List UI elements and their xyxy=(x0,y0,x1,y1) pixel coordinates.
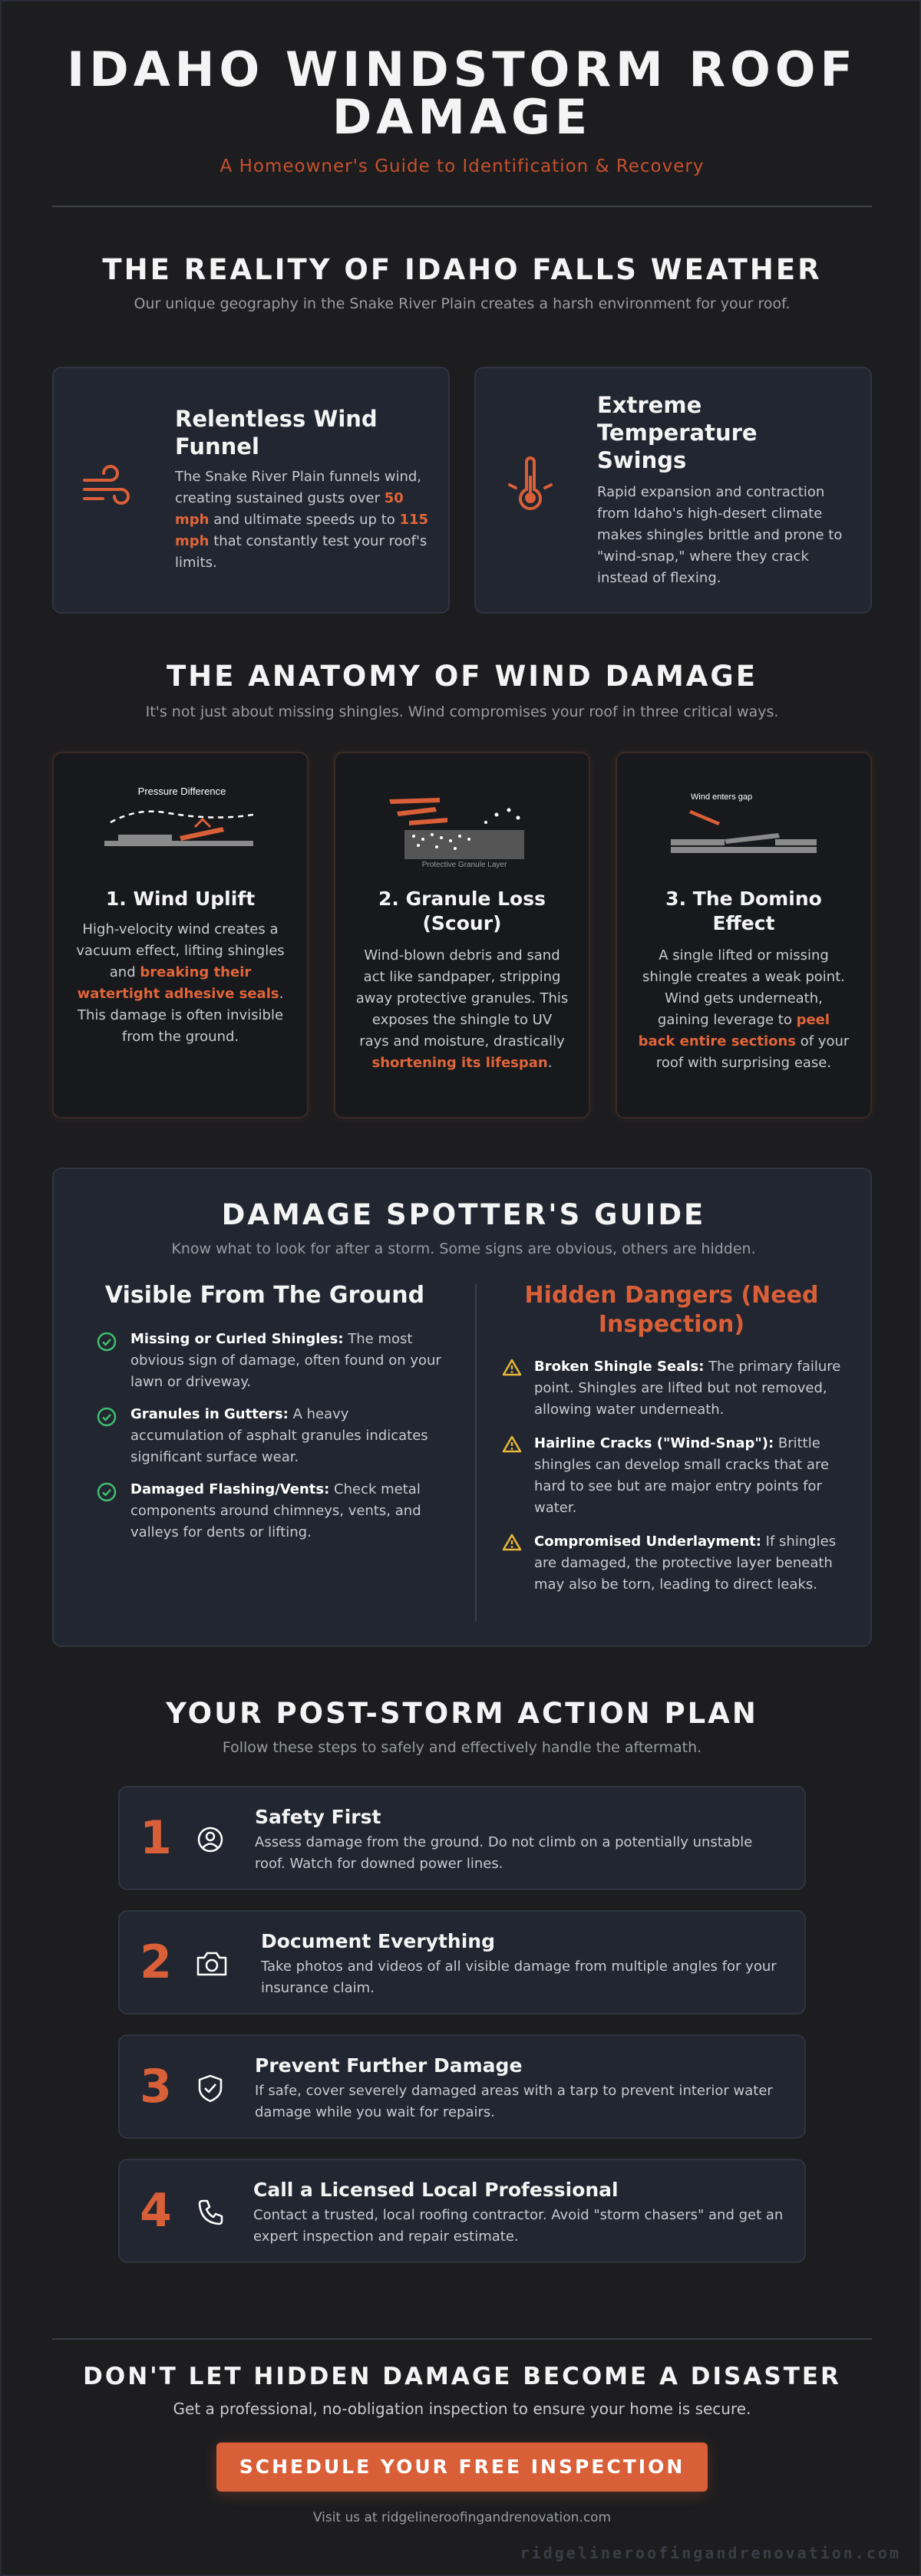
hidden-column-title: Hidden Dangers (Need Inspection) xyxy=(524,1282,819,1338)
warning-icon xyxy=(502,1358,522,1378)
divider xyxy=(52,206,872,207)
shield-check-icon xyxy=(195,2073,226,2103)
step-title: Prevent Further Damage xyxy=(255,2054,523,2077)
cta-title: DON'T LET HIDDEN DAMAGE BECOME A DISASTER xyxy=(83,2363,841,2390)
step-number: 1 xyxy=(140,1811,172,1865)
card-text: Wind-blown debris and sand act like sandpaper, stripping away protective granules. This exposes the shingle to UV rays and moisture, drastically shortening its lifespan. xyxy=(355,947,569,1071)
domino-effect-card xyxy=(616,752,872,1118)
card-text: The Snake River Plain funnels wind, creating sustained gusts over 50 mph and ultimate speeds up to 115 mph that constantly test your roof's limits. xyxy=(175,469,429,571)
temperature-card xyxy=(474,367,872,614)
visible-column-title: Visible From The Ground xyxy=(104,1282,425,1309)
damage-spotter-guide xyxy=(52,1168,872,1647)
step-number: 4 xyxy=(140,2184,172,2238)
step-card xyxy=(118,1786,806,1890)
svg-text:Protective Granule Layer: Protective Granule Layer xyxy=(421,861,507,868)
step-title: Call a Licensed Local Professional xyxy=(253,2179,619,2201)
website-link[interactable]: Visit us at ridgelineroofingandrenovation.com xyxy=(312,2510,612,2525)
step-text: Contact a trusted, local roofing contractor. Avoid "storm chasers" and get an expert inspection and repair estimate. xyxy=(253,2207,784,2245)
check-circle-icon xyxy=(97,1407,117,1427)
step-title: Safety First xyxy=(255,1806,381,1828)
step-card xyxy=(118,2034,806,2139)
step-card xyxy=(118,1910,806,2014)
phone-icon xyxy=(195,2197,226,2228)
step-text: If safe, cover severely damaged areas with a tarp to prevent interior water damage while you wait for repairs. xyxy=(255,2083,773,2120)
cta-subtitle: Get a professional, no-obligation inspection to ensure your home is secure. xyxy=(173,2400,751,2418)
guide-subtitle: Know what to look for after a storm. Some signs are obvious, others are hidden. xyxy=(171,1240,756,1257)
check-circle-icon xyxy=(97,1482,117,1502)
domino-diagram-icon xyxy=(663,784,827,868)
plan-title: YOUR POST-STORM ACTION PLAN xyxy=(166,1697,758,1730)
list-item: Damaged Flashing/Vents: Check metal components around chimneys, vents, and valleys for dents or lifting. xyxy=(130,1481,421,1540)
granule-loss-diagram-icon xyxy=(381,784,546,868)
card-title: 3. The Domino Effect xyxy=(665,888,822,934)
card-text: High-velocity wind creates a vacuum effect, lifting shingles and breaking their watertight adhesive seals. This damage is often invisible from the ground. xyxy=(76,921,285,1045)
watermark: ridgelineroofingandrenovation.com xyxy=(520,2544,901,2562)
card-text: A single lifted or missing shingle creates a weak point. Wind gets underneath, gaining leverage to peel back entire sections of your roof with surprising ease. xyxy=(638,947,850,1071)
svg-text:Wind enters gap: Wind enters gap xyxy=(691,792,753,802)
step-card xyxy=(118,2159,806,2263)
svg-text:Pressure Difference: Pressure Difference xyxy=(137,786,226,797)
warning-icon xyxy=(502,1435,522,1454)
page-title: IDAHO WINDSTORM ROOF DAMAGE xyxy=(67,41,857,145)
step-number: 2 xyxy=(140,1935,172,1989)
user-icon xyxy=(195,1824,226,1855)
card-title: Relentless Wind Funnel xyxy=(175,406,378,460)
step-title: Document Everything xyxy=(261,1930,495,1952)
step-text: Take photos and videos of all visible damage from multiple angles for your insurance claim. xyxy=(261,1958,777,1996)
divider xyxy=(52,2338,872,2340)
page-subtitle: A Homeowner's Guide to Identification & Recovery xyxy=(220,156,705,176)
step-number: 3 xyxy=(140,2060,172,2113)
anatomy-title: THE ANATOMY OF WIND DAMAGE xyxy=(166,660,758,693)
wind-uplift-diagram-icon xyxy=(100,784,264,868)
list-item: Granules in Gutters: A heavy accumulation of asphalt granules indicates significant surface wear. xyxy=(130,1406,428,1465)
step-text: Assess damage from the ground. Do not climb on a potentially unstable roof. Watch for downed power lines. xyxy=(255,1834,753,1872)
list-item: Missing or Curled Shingles: The most obvious sign of damage, often found on your lawn or driveway. xyxy=(130,1331,441,1390)
camera-icon xyxy=(195,1948,229,1979)
schedule-inspection-button[interactable]: SCHEDULE YOUR FREE INSPECTION xyxy=(216,2443,708,2492)
list-item: Broken Shingle Seals: The primary failure point. Shingles are lifted but not removed, allowing water underneath. xyxy=(534,1359,841,1418)
column-divider xyxy=(475,1284,477,1622)
wind-funnel-card xyxy=(52,367,450,614)
anatomy-subtitle: It's not just about missing shingles. Wind compromises your roof in three critical ways. xyxy=(145,703,779,720)
list-item: Compromised Underlayment: If shingles are damaged, the protective layer beneath may also be torn, leading to direct leaks. xyxy=(534,1533,837,1593)
card-text: Rapid expansion and contraction from Idaho's high-desert climate makes shingles brittle and prone to "wind-snap," where they crack instead of flexing. xyxy=(597,484,843,586)
thermometer-icon xyxy=(503,454,557,516)
card-title: 1. Wind Uplift xyxy=(105,888,256,910)
list-item: Hairline Cracks ("Wind-Snap"): Brittle shingles can develop small cracks that are hard to see but are major entry points for water. xyxy=(534,1435,830,1516)
card-title: 2. Granule Loss (Scour) xyxy=(378,888,546,934)
plan-subtitle: Follow these steps to safely and effectively handle the aftermath. xyxy=(222,1739,702,1756)
reality-subtitle: Our unique geography in the Snake River Plain creates a harsh environment for your roof. xyxy=(134,295,791,312)
wind-icon xyxy=(80,460,134,514)
card-title: Extreme Temperature Swings xyxy=(597,392,758,473)
guide-title: DAMAGE SPOTTER'S GUIDE xyxy=(221,1198,706,1231)
check-circle-icon xyxy=(97,1332,117,1352)
reality-title: THE REALITY OF IDAHO FALLS WEATHER xyxy=(102,253,822,286)
granule-loss-card xyxy=(334,752,590,1118)
warning-icon xyxy=(502,1533,522,1553)
wind-uplift-card xyxy=(52,752,309,1118)
